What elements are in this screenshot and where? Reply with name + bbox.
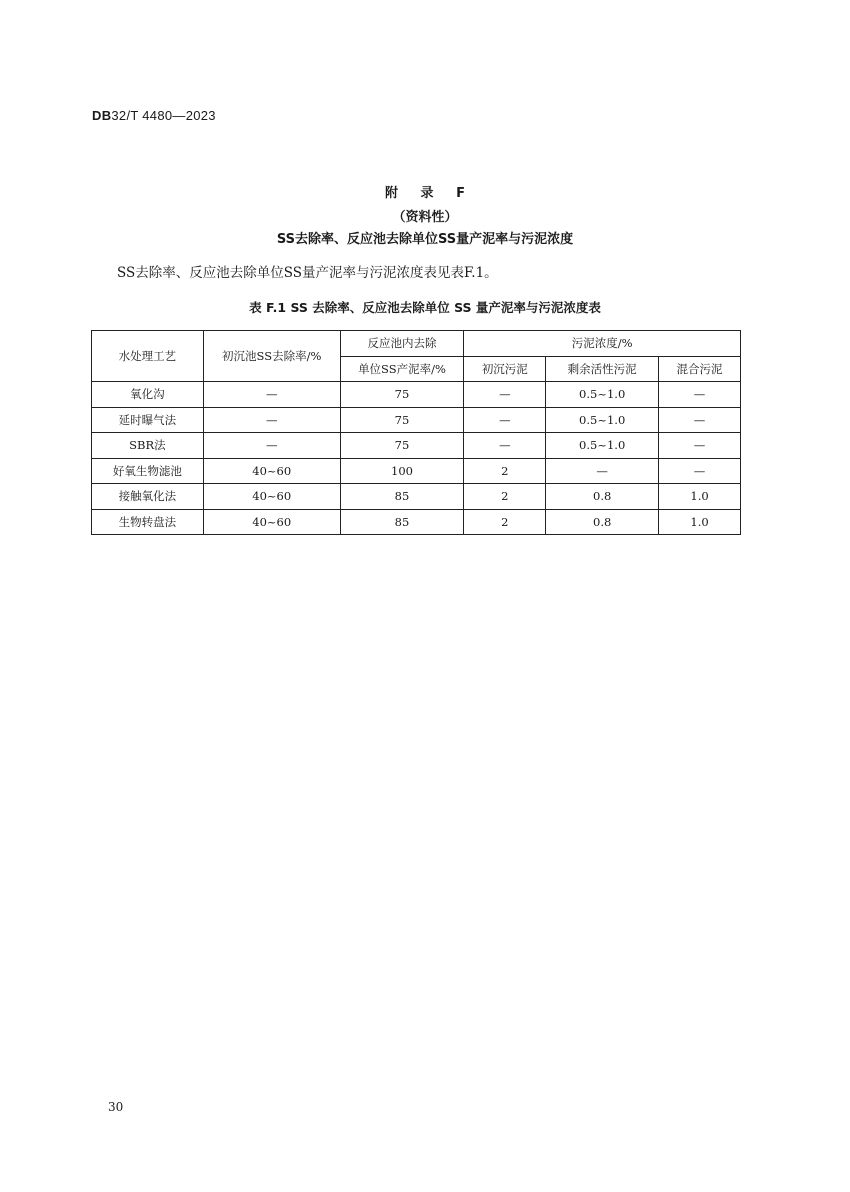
header-primary-removal: 初沉池SS去除率/% xyxy=(203,331,340,382)
cell-waste-activated: 0.5~1.0 xyxy=(546,382,659,408)
cell-primary-removal: — xyxy=(203,433,340,459)
cell-mixed-sludge: — xyxy=(659,407,741,433)
header-process: 水处理工艺 xyxy=(92,331,204,382)
header-primary-sludge: 初沉污泥 xyxy=(464,356,546,382)
cell-process: 延时曝气法 xyxy=(92,407,204,433)
table-header-row xyxy=(92,331,741,357)
cell-yield: 100 xyxy=(340,458,464,484)
cell-primary-removal: 40~60 xyxy=(203,509,340,535)
header-waste-activated: 剩余活性污泥 xyxy=(546,356,659,382)
cell-primary-sludge: 2 xyxy=(464,484,546,510)
cell-yield: 75 xyxy=(340,407,464,433)
cell-mixed-sludge: — xyxy=(659,382,741,408)
cell-primary-sludge: 2 xyxy=(464,509,546,535)
cell-mixed-sludge: 1.0 xyxy=(659,509,741,535)
cell-waste-activated: 0.5~1.0 xyxy=(546,433,659,459)
cell-yield: 75 xyxy=(340,382,464,408)
cell-waste-activated: 0.8 xyxy=(546,484,659,510)
table-row xyxy=(92,407,741,433)
intro-paragraph: SS去除率、反应池去除单位SS量产泥率与污泥浓度表见表F.1。 xyxy=(117,265,498,281)
header-yield-line2: 单位SS产泥率/% xyxy=(340,356,464,382)
cell-process: 氧化沟 xyxy=(92,382,204,408)
document-code xyxy=(92,108,216,123)
cell-primary-sludge: — xyxy=(464,433,546,459)
appendix-title: 附 录 F xyxy=(385,186,465,201)
appendix-heading: SS去除率、反应池去除单位SS量产泥率与污泥浓度 xyxy=(276,232,574,247)
data-table xyxy=(91,330,741,535)
page-number: 30 xyxy=(108,1100,124,1114)
cell-primary-removal: — xyxy=(203,382,340,408)
table-row xyxy=(92,484,741,510)
appendix-type: （资料性） xyxy=(392,210,458,225)
cell-primary-removal: 40~60 xyxy=(203,458,340,484)
cell-waste-activated: 0.5~1.0 xyxy=(546,407,659,433)
cell-process: 接触氧化法 xyxy=(92,484,204,510)
cell-mixed-sludge: — xyxy=(659,458,741,484)
cell-process: 好氧生物滤池 xyxy=(92,458,204,484)
header-concentration: 污泥浓度/% xyxy=(464,331,741,357)
table-caption: 表 F.1 SS 去除率、反应池去除单位 SS 量产泥率与污泥浓度表 xyxy=(249,300,601,315)
cell-yield: 75 xyxy=(340,433,464,459)
table-row xyxy=(92,433,741,459)
cell-primary-sludge: — xyxy=(464,382,546,408)
cell-yield: 85 xyxy=(340,509,464,535)
cell-waste-activated: 0.8 xyxy=(546,509,659,535)
document-code-number: 32/T 4480—2023 xyxy=(111,108,216,123)
table-row xyxy=(92,509,741,535)
header-yield-line1: 反应池内去除 xyxy=(340,331,464,357)
cell-mixed-sludge: 1.0 xyxy=(659,484,741,510)
cell-primary-removal: — xyxy=(203,407,340,433)
cell-waste-activated: — xyxy=(546,458,659,484)
table-row xyxy=(92,458,741,484)
cell-yield: 85 xyxy=(340,484,464,510)
cell-primary-sludge: — xyxy=(464,407,546,433)
table-row xyxy=(92,382,741,408)
cell-process: SBR法 xyxy=(92,433,204,459)
cell-primary-sludge: 2 xyxy=(464,458,546,484)
cell-primary-removal: 40~60 xyxy=(203,484,340,510)
cell-process: 生物转盘法 xyxy=(92,509,204,535)
document-code-prefix: DB xyxy=(92,108,112,123)
header-mixed-sludge: 混合污泥 xyxy=(659,356,741,382)
table-body xyxy=(92,382,741,535)
cell-mixed-sludge: — xyxy=(659,433,741,459)
